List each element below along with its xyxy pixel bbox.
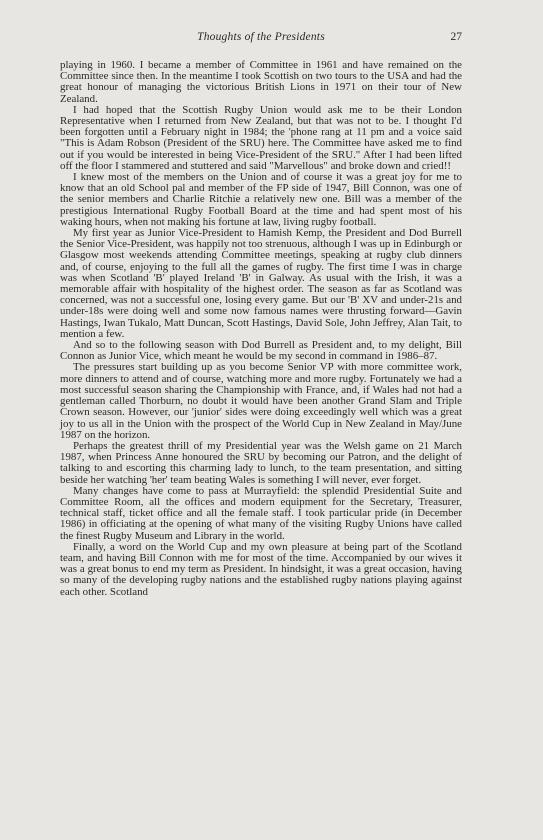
paragraph: My first year as Junior Vice-President to Hamish Kemp, the President and Dod Burrell the Senior Vice-President, was happily not too strenuous, although I was up in Edinburgh or Glasgow most weekends attending Committee meetings, speaking at rugby club dinners and, of course, enjoying to the full all the games of rugby. The first time I was in charge was when Scotland 'B' played Ireland 'B' in Galway. As usual with the Irish, it was a memorable affair with hospitality of the highest order. The season as far as Scotland was concerned, was not a successful one, losing every game. But our 'B' XV and under-21s and under-18s were doing well and some now famous names were thrusting forward—Gavin Hastings, Iwan Tukalo, Matt Duncan, Scott Hastings, David Sole, John Jeffrey, Alan Tait, to mention a few. [60, 227, 462, 340]
paragraph: I had hoped that the Scottish Rugby Union would ask me to be their London Representative when I returned from New Zealand, but that was not to be. I thought I'd been forgotten until a February night in 1984; the 'phone rang at 11 pm and a voice said "This is Adam Robson (President of the SRU) here. The Committee have asked me to find out if you would be interested in being Vice-President of the SRU." After I had been lifted off the floor I stammered and stuttered and said "Marvellous" and broke down and cried!! [60, 103, 462, 172]
paragraph: Many changes have come to pass at Murrayfield: the splendid Presidential Suite and Committee Room, all the offices and modern equipment for the Secretary, Treasurer, technical staff, ticket office and all the female staff. I took particular pride (in December 1986) in officiating at the opening of what many of the visiting Rugby Unions have called the finest Rugby Museum and Library in the world. [60, 484, 462, 542]
paragraph: And so to the following season with Dod Burrell as President and, to my delight, Bill Connon as Junior Vice, which meant he would be my second in command in 1986–87. [60, 339, 462, 363]
paragraph: The pressures start building up as you become Senior VP with more committee work, more dinners to attend and of course, watching more and more rugby. Fortunately we had a most successful season sharing the Championship with France, and, if Wales had not had a gentleman called Thorburn, no doubt it would have been another Grand Slam and Triple Crown season. However, our 'junior' sides were doing exceedingly well which was a great joy to us all in the Union with the prospect of the World Cup in New Zealand in May/June 1987 on the horizon. [60, 361, 462, 441]
paragraph: Perhaps the greatest thrill of my Presidential year was the Welsh game on 21 March 1987, when Princess Anne honoured the SRU by becoming our Patron, and the delight of talking to and escorting this charming lady to lunch, to the team presentation, and sitting beside her watching 'her' team beating Wales is something I will never, ever forget. [60, 439, 462, 486]
page-number: 27 [450, 31, 462, 43]
paragraph: playing in 1960. I became a member of Committee in 1961 and have remained on the Committee since then. In the meantime I took Scottish on two tours to the USA and had the great honour of managing the victorious British Lions in 1971 on their tour of New Zealand. [60, 59, 462, 105]
paragraph: I knew most of the members on the Union and of course it was a great joy for me to know that an old School pal and member of the FP side of 1947, Bill Connon, was one of the senior members and Charlie Ritchie a relatively new one. Bill was a member of the prestigious International Rugby Football Board at the time and had spent most of his waking hours, when not making his fortune at law, living rugby football. [60, 171, 462, 228]
paragraph: Finally, a word on the World Cup and my own pleasure at being part of the Scotland team, and having Bill Connon with me for most of the time. Accompanied by our wives it was a great bonus to end my term as President. In hindsight, it was a great occasion, having so many of the developing rugby nations and the established rugby nations playing against each other. Scotland [60, 540, 462, 598]
body-text [60, 60, 462, 598]
running-title: Thoughts of the Presidents [197, 31, 325, 43]
page-header [60, 31, 462, 47]
